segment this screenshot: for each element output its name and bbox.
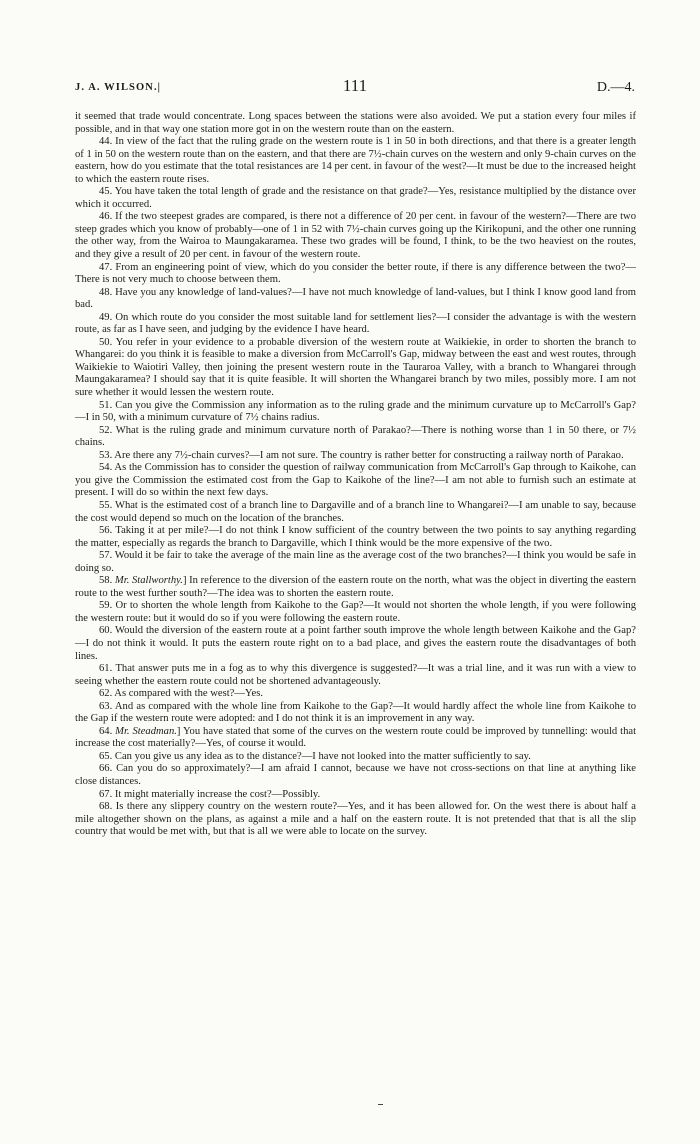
witness-name: J. A. WILSON.|	[75, 82, 162, 93]
paragraph	[75, 262, 636, 287]
paragraph-text: 59. Or to shorten the whole length from Kaikohe to the Gap?—It would not shorten the whole length, if you were following the western route: but it would do so if you were following the eastern route.	[75, 600, 636, 624]
paper-reference: D.—4.	[596, 80, 635, 95]
paragraph-text: 54. As the Commission has to consider the question of railway communication from McCarroll's Gap through to Kaikohe, can you give the Commission the estimated cost from the Gap to Kaikohe of the line?—I am not able to furnish such an estimate at present. I will do so within the next few days.	[75, 462, 636, 499]
paragraph	[75, 287, 636, 312]
speaker-name: Mr. Stallworthy.	[114, 575, 183, 587]
page-header	[75, 76, 635, 98]
paragraph-text: 56. Taking it at per mile?—I do not think I know sufficient of the country between the two points to say anything regarding the matter, especially as regards the branch to Dargaville, which I think would be the more expensive of the two.	[75, 525, 636, 549]
paragraph	[75, 763, 636, 788]
paragraph-text: 49. On which route do you consider the most suitable land for settlement lies?—I consider the advantage is with the western route, as far as I have seen, and judging by the evidence I have heard.	[75, 311, 636, 336]
paragraph	[75, 801, 636, 839]
paragraph	[75, 550, 636, 575]
paragraph	[75, 600, 636, 625]
print-mark	[378, 1104, 383, 1105]
paragraph	[75, 450, 636, 463]
paragraph-text: 50. You refer in your evidence to a probable diversion of the western route at Waikiekie, in order to shorten the branch to Whangarei: do you think it is feasible to make a diversion from McCarroll's Gap, midway between the east and west routes, through Waikiekie to Waiotiri Valley, then joining the present western route in the Tauraroa Valley, with a branch to Whangarei through Maungakaramea? I should say that it is quite feasible. It will shorten the Whangarei branch by two miles, possibly more. I am not sure whether it would lessen the western route.	[75, 336, 636, 399]
paragraph-text: 46. If the two steepest grades are compared, is there not a difference of 20 per cent. in favour of the western?—There are two steep grades which you know of probably—one of 1 in 52 with 7½-chain curves going up the Kirikopuni, and the other one running the other way, from the Wairoa to Maungakaramea. These two grades will be found, I think, to be the two heaviest on the routes, and they give a result of 20 per cent. in favour of the western route.	[75, 211, 636, 261]
paragraph	[75, 789, 636, 802]
paragraph	[75, 688, 636, 701]
paragraph-text: 47. From an engineering point of view, which do you consider the better route, if there is any difference between the two?—There is not very much to choose between them.	[75, 261, 636, 286]
paragraph-text: 52. What is the ruling grade and minimum curvature north of Parakao?—There is nothing worse than 1 in 50 there, or 7½ chains.	[75, 424, 636, 449]
paragraph	[75, 701, 636, 726]
paragraph-text: 44. In view of the fact that the ruling grade on the western route is 1 in 50 in both directions, and that there is a greater length of 1 in 50 on the western route than on the eastern, and that there are 7½-chain curves on the western and only 9-chain curves on the eastern, how do you estimate that the total resistances are 14 per cent. in favour of the west?—It must be due to the increased height to which the eastern route rises.	[75, 136, 636, 185]
paragraph-number: 64.	[99, 725, 116, 737]
paragraph-text: ] You have stated that some of the curves on the western route could be improved by tunnelling: would that increase the cost materially?—Yes, of course it would.	[75, 725, 637, 750]
paragraph-text: 48. Have you any knowledge of land-values?—I have not much knowledge of land-values, but I think I know good land from bad.	[75, 286, 636, 311]
paragraph	[75, 400, 636, 425]
paragraph	[75, 111, 636, 136]
paragraph-text: 68. Is there any slippery country on the western route?—Yes, and it has been allowed for. On the west there is about half a mile altogether shown on the plans, as against a mile and a half on the eastern route. It is not pretended that that is all the slip country that would be met with, but that is all we were able to locate on the survey.	[75, 801, 636, 838]
paragraph	[75, 575, 636, 600]
paragraph-text: ] In reference to the diversion of the eastern route on the north, what was the object in diverting the eastern route to the west further south?—The idea was to shorten the eastern route.	[75, 575, 637, 599]
paragraph-text: 66. Can you do so approximately?—I am afraid I cannot, because we have not cross-sections on that line at anything like close distances.	[75, 763, 636, 787]
paragraph	[75, 726, 636, 751]
paragraph-text: 45. You have taken the total length of grade and the resistance on that grade?—Yes, resistance multiplied by the distance over which it occurred.	[75, 186, 636, 210]
paragraph	[75, 525, 636, 550]
paragraph-text: 63. And as compared with the whole line from Kaikohe to the Gap?—It would hardly affect the whole line from Kaikohe to the Gap if the western route were adopted: and I do not think it is an improvement in any way.	[75, 700, 636, 725]
paragraph-text: 65. Can you give us any idea as to the distance?—I have not looked into the matter sufficiently to say.	[99, 750, 531, 762]
paragraph-text: 61. That answer puts me in a fog as to why this divergence is suggested?—It was a trial line, and it was run with a view to seeing whether the eastern route could not be shortened advantageously.	[75, 663, 636, 687]
speaker-name: Mr. Steadman.	[115, 725, 177, 737]
paragraph	[75, 500, 636, 525]
paragraph	[75, 751, 636, 764]
paragraph	[75, 425, 636, 450]
paragraph-text: 51. Can you give the Commission any information as to the ruling grade and the minimum curvature up to McCarroll's Gap?—I in 50, with a minimum curvature of 7½ chains radius.	[75, 399, 636, 424]
paragraph	[75, 625, 636, 663]
paragraph	[75, 462, 636, 500]
paragraph	[75, 663, 636, 688]
page-body	[75, 111, 636, 839]
paragraph	[75, 136, 636, 186]
paragraph	[75, 211, 636, 261]
paragraph-text: it seemed that trade would concentrate. Long spaces between the stations were also avoided. We put a station every four miles if possible, and in that way one station more got in on the western route than on the eastern.	[75, 111, 636, 135]
paragraph-text: 60. Would the diversion of the eastern route at a point farther south improve the whole length between Kaikohe and the Gap?—I do not think it would. It puts the eastern route right on to a bad place, and gives the eastern route the disadvantages of both lines.	[75, 625, 636, 662]
paragraph	[75, 337, 636, 400]
paragraph-text: 67. It might materially increase the cost?—Possibly.	[99, 788, 321, 800]
page-number: 111	[342, 76, 368, 95]
paragraph	[75, 312, 636, 337]
paragraph-text: 55. What is the estimated cost of a branch line to Dargaville and of a branch line to Whangarei?—I am unable to say, because the cost would depend so much on the location of the branches.	[75, 499, 636, 524]
paragraph	[75, 186, 636, 211]
paragraph-text: 57. Would it be fair to take the average of the main line as the average cost of the two branches?—I think you would be safe in doing so.	[75, 550, 636, 574]
paragraph-number: 58.	[99, 575, 115, 587]
paragraph-text: 53. Are there any 7½-chain curves?—I am not sure. The country is rather better for constructing a railway north of Parakao.	[99, 449, 624, 461]
paragraph-text: 62. As compared with the west?—Yes.	[99, 688, 263, 700]
